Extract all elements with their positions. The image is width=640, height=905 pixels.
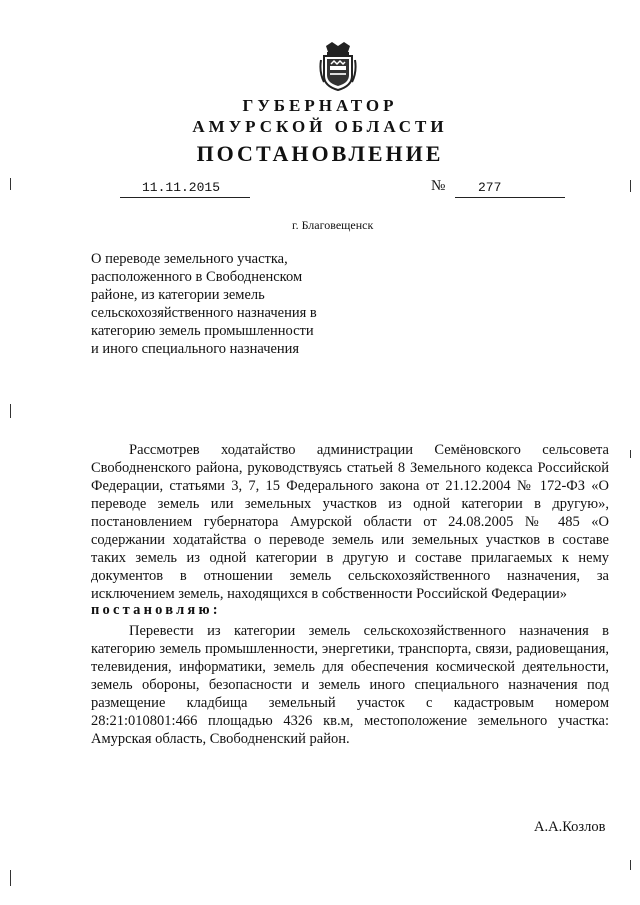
- coat-of-arms-icon: [318, 40, 358, 92]
- decree-paragraph: Перевести из категории земель сельскохозяйственного назначения в категорию земель промышленности, энергетики, транспорта, связи, радиовещания, телевидения, информатики, земель для обеспечения космической деятельности, земель обороны, безопасности и земель иного специального назначения под размещение кладбища земельный участок с кадастровым номером 28:21:010801:466 площадью 4326 кв.м, местоположение земельного участка: Амурская область, Свободненский район.: [91, 623, 609, 747]
- decree-word: постановляю:: [91, 602, 221, 618]
- document-date: 11.11.2015: [142, 180, 221, 195]
- header-title-region: АМУРСКОЙ ОБЛАСТИ: [192, 117, 448, 136]
- scan-mark: [630, 180, 631, 192]
- scan-mark: [630, 860, 631, 870]
- document-number: 277: [478, 180, 502, 195]
- document-type: ПОСТАНОВЛЕНИЕ: [196, 141, 444, 166]
- number-underline: [455, 197, 565, 198]
- scan-mark: [630, 450, 631, 458]
- signature-name: А.А.Козлов: [534, 819, 606, 835]
- scan-mark: [10, 870, 11, 886]
- document-subject: О переводе земельного участка, расположенного в Свободненском районе, из категории земель сельскохозяйственного назначения в категорию земель промышленности и иного специального назначения: [91, 251, 317, 357]
- scan-mark: [10, 404, 11, 418]
- scan-mark: [10, 178, 11, 190]
- date-underline: [120, 197, 250, 198]
- header-title-governor: ГУБЕРНАТОР: [242, 96, 398, 115]
- preamble-paragraph: Рассмотрев ходатайство администрации Семёновского сельсовета Свободненского района, руководствуясь статьей 8 Земельного кодекса Российской Федерации, статьями 3, 7, 15 Федерального закона от 21.12.2004 № 172-ФЗ «О переводе земель или земельных участков из одной категории в другую», постановлением губернатора Амурской области от 24.08.2005 № 485 «О содержании ходатайства о переводе земель или земельных участков в составе таких земель из одной категории в другую и составе прилагаемых к нему документов в отношении земель сельскохозяйственного назначения, за исключением земель, находящихся в собственности Российской Федерации»: [91, 442, 609, 602]
- number-label: №: [431, 178, 446, 194]
- city: г. Благовещенск: [292, 218, 374, 232]
